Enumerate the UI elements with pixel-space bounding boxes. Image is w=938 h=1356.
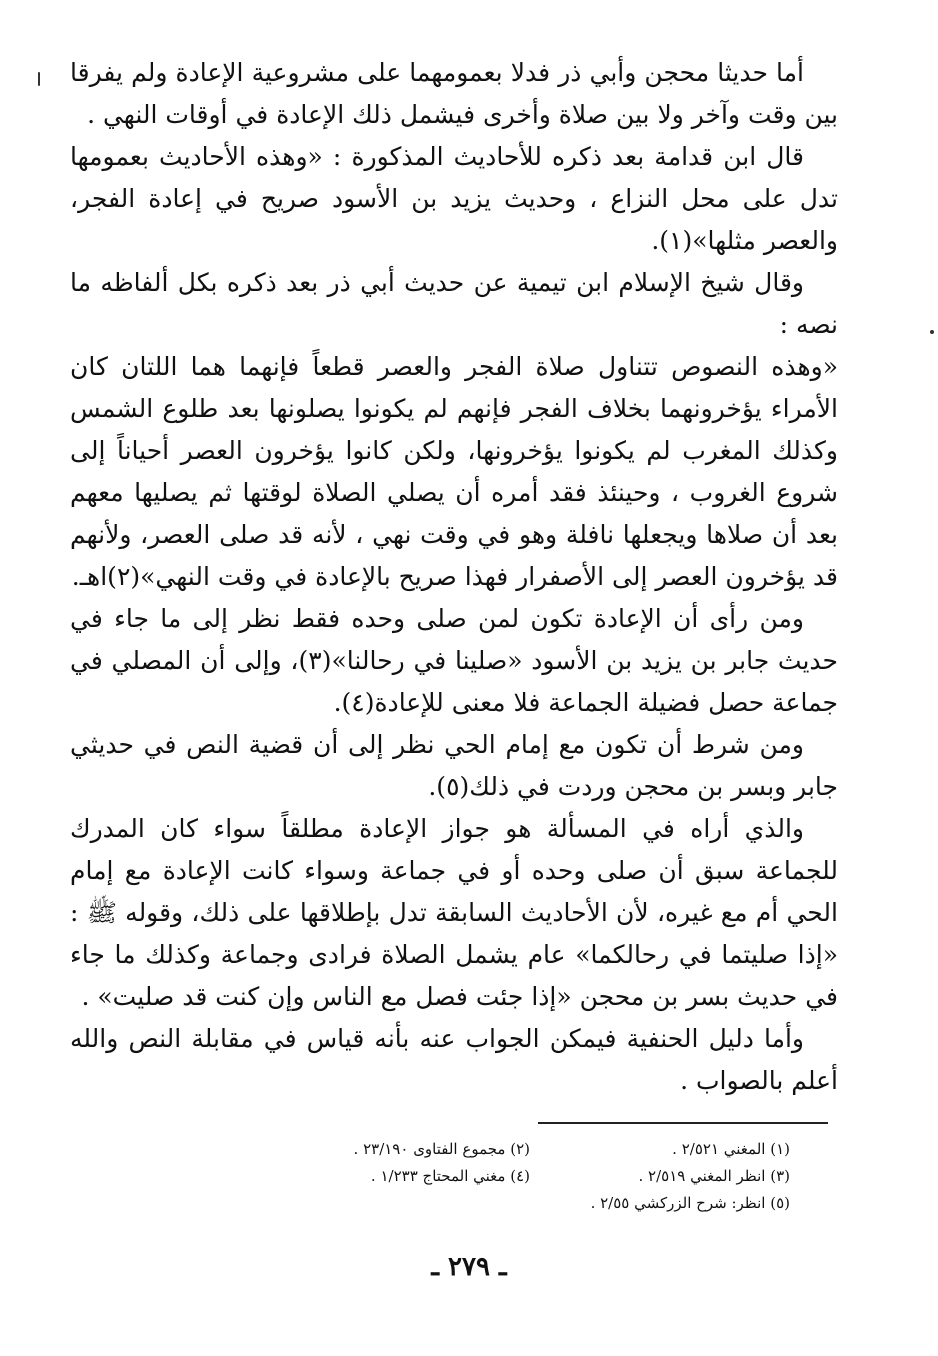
footnote-row-3 [250,1190,790,1217]
footnote-divider [538,1122,828,1124]
main-text-body [70,52,838,1102]
paragraph-7: والذي أراه في المسألة هو جواز الإعادة مطلقاً سواء كان المدرك للجماعة سبق أن صلى وحده أو في جماعة وسواء كانت الإعادة مع إمام الحي أم مع غيره، لأن الأحاديث السابقة تدل بإطلاقها على ذلك، وقوله ﷺ : «إذا صليتما في رحالكما» عام يشمل الصلاة فرادى وجماعة وكذلك ما جاء في حديث بسر بن محجن «إذا جئت فصل مع الناس وإن كنت قد صليت» . [70,814,838,1011]
footnote-row-1 [250,1136,790,1163]
footnote-1: (١) المغني ٢/٥٢١ . [672,1140,790,1158]
paragraph-3: وقال شيخ الإسلام ابن تيمية عن حديث أبي ذر بعد ذكره بكل ألفاظه ما نصه : [70,268,838,339]
paragraph-4-quote: «وهذه النصوص تتناول صلاة الفجر والعصر قطعاً فإنهما هما اللتان كان الأمراء يؤخرونهما بخلاف الفجر فإنهم لم يكونوا يصلونها بعد طلوع الشمس وكذلك المغرب لم يكونوا يؤخرونها، ولكن كانوا يؤخرون العصر أحياناً إلى شروع الغروب ، وحينئذ فقد أمره أن يصلي الصلاة لوقتها ثم يصليها معهم بعد أن صلاها ويجعلها نافلة وهو في وقت نهي ، لأنه قد صلى العصر، ولأنهم قد يؤخرون العصر إلى الأصفرار فهذا صريح بالإعادة في وقت النهي»(٢)اهـ. [70,352,838,591]
scan-speck [930,330,934,334]
paragraph-1: أما حديثا محجن وأبي ذر فدلا بعمومهما على مشروعية الإعادة ولم يفرقا بين وقت وآخر ولا بين صلاة وأخرى فيشمل ذلك الإعادة في أوقات النهي . [70,58,838,129]
paragraph-6: ومن شرط أن تكون مع إمام الحي نظر إلى أن قضية النص في حديثي جابر وبسر بن محجن وردت في ذلك(٥). [70,730,838,801]
footnotes [250,1136,790,1217]
paragraph-5: ومن رأى أن الإعادة تكون لمن صلى وحده فقط نظر إلى ما جاء في حديث جابر بن يزيد بن الأسود «صلينا في رحالنا»(٣)، وإلى أن المصلي في جماعة حصل فضيلة الجماعة فلا معنى للإعادة(٤). [70,604,838,717]
footnote-5: (٥) انظر: شرح الزركشي ٢/٥٥ . [590,1194,790,1212]
footnote-row-2 [250,1163,790,1190]
footnote-3: (٣) انظر المغني ٢/٥١٩ . [638,1167,790,1185]
scan-speck [38,72,40,86]
page-number: ـ ٢٧٩ ـ [431,1252,507,1282]
paragraph-8: وأما دليل الحنفية فيمكن الجواب عنه بأنه قياس في مقابلة النص والله أعلم بالصواب . [70,1024,838,1095]
footnote-2: (٢) مجموع الفتاوى ٢٣/١٩٠ . [353,1140,530,1158]
paragraph-2: قال ابن قدامة بعد ذكره للأحاديث المذكورة : «وهذه الأحاديث بعمومها تدل على محل النزاع ، وحديث يزيد بن الأسود صريح في إعادة الفجر، والعصر مثلها»(١). [70,142,838,255]
footnote-4: (٤) مغني المحتاج ١/٢٣٣ . [370,1167,530,1185]
